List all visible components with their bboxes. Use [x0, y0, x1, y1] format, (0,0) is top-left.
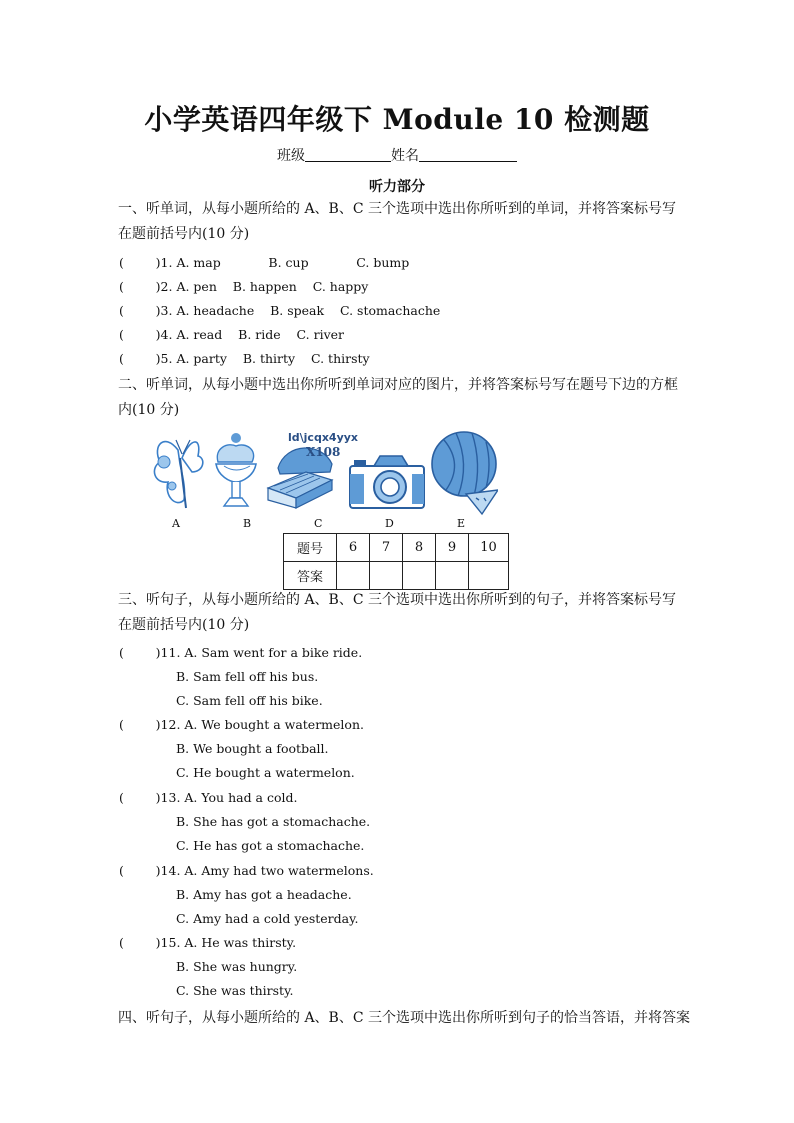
answer-cell[interactable] — [403, 562, 436, 590]
part3-instruction: 三、听句子，从每小题所给的 A、B、C 三个选项中选出你所听到的句子，并将答案标号写在题前括号内(10 分) — [118, 592, 677, 633]
table-row — [284, 562, 509, 590]
picture-label-b: B — [243, 517, 252, 530]
answer-cell[interactable] — [370, 562, 403, 590]
option-11-b: B. Sam fell off his bus. — [176, 669, 319, 684]
option-11-c: C. Sam fell off his bike. — [176, 693, 323, 708]
table-cell: 9 — [436, 534, 469, 562]
watermark-line1: ld\jcqx4yyx — [288, 431, 359, 444]
class-label: 班级 — [277, 148, 305, 164]
camera-icon — [350, 456, 424, 508]
table-cell: 6 — [337, 534, 370, 562]
question-11: ( )11. A. Sam went for a bike ride. — [119, 645, 363, 660]
question-2: ( )2. A. pen B. happen C. happy — [119, 279, 369, 294]
picture-label-a: A — [172, 517, 180, 530]
page-title: 小学英语四年级下 Module 10 检测题 — [144, 103, 650, 136]
answer-cell[interactable] — [436, 562, 469, 590]
table-row — [284, 534, 509, 562]
name-label: 姓名 — [391, 148, 419, 164]
option-15-c: C. She was thirsty. — [176, 983, 294, 998]
watermark-line2: X108 — [306, 445, 341, 459]
class-blank[interactable] — [305, 147, 391, 162]
part4-instruction: 四、听句子，从每小题所给的 A、B、C 三个选项中选出你所听到句子的恰当答语，并将答案 — [118, 1010, 691, 1026]
part2-instruction: 二、听单词，从每小题中选出你所听到单词对应的图片，并将答案标号写在题号下边的方框内(10 分) — [118, 377, 678, 418]
question-1: ( )1. A. map B. cup C. bump — [119, 255, 410, 270]
question-4: ( )4. A. read B. ride C. river — [119, 327, 345, 342]
section-heading: 听力部分 — [369, 179, 425, 195]
table-cell: 10 — [469, 534, 509, 562]
butterfly-icon — [154, 440, 202, 508]
answer-cell[interactable] — [337, 562, 370, 590]
table-header-number: 题号 — [284, 534, 337, 562]
option-14-c: C. Amy had a cold yesterday. — [176, 911, 359, 926]
table-cell: 8 — [403, 534, 436, 562]
question-12: ( )12. A. We bought a watermelon. — [119, 717, 364, 732]
question-13: ( )13. A. You had a cold. — [119, 790, 298, 805]
table-cell: 7 — [370, 534, 403, 562]
part1-instruction: 一、听单词，从每小题所给的 A、B、C 三个选项中选出你所听到的单词，并将答案标号写在题前括号内(10 分) — [118, 201, 677, 242]
option-15-b: B. She was hungry. — [176, 959, 298, 974]
option-13-c: C. He has got a stomachache. — [176, 838, 365, 853]
ice-cream-sundae-icon — [216, 433, 256, 506]
picture-row — [146, 428, 498, 528]
answer-cell[interactable] — [469, 562, 509, 590]
option-12-b: B. We bought a football. — [176, 741, 329, 756]
table-header-answer: 答案 — [284, 562, 337, 590]
student-info — [0, 145, 794, 165]
watermelon-icon — [432, 432, 498, 514]
question-14: ( )14. A. Amy had two watermelons. — [119, 863, 374, 878]
name-blank[interactable] — [419, 147, 517, 162]
option-12-c: C. He bought a watermelon. — [176, 765, 355, 780]
option-13-b: B. She has got a stomachache. — [176, 814, 371, 829]
picture-label-c: C — [314, 517, 323, 530]
picture-label-d: D — [385, 517, 394, 530]
question-3: ( )3. A. headache B. speak C. stomachache — [119, 303, 441, 318]
option-14-b: B. Amy has got a headache. — [176, 887, 352, 902]
answer-table — [283, 533, 509, 590]
picture-label-e: E — [457, 517, 466, 530]
question-15: ( )15. A. He was thirsty. — [119, 935, 297, 950]
question-5: ( )5. A. party B. thirty C. thirsty — [119, 351, 370, 366]
